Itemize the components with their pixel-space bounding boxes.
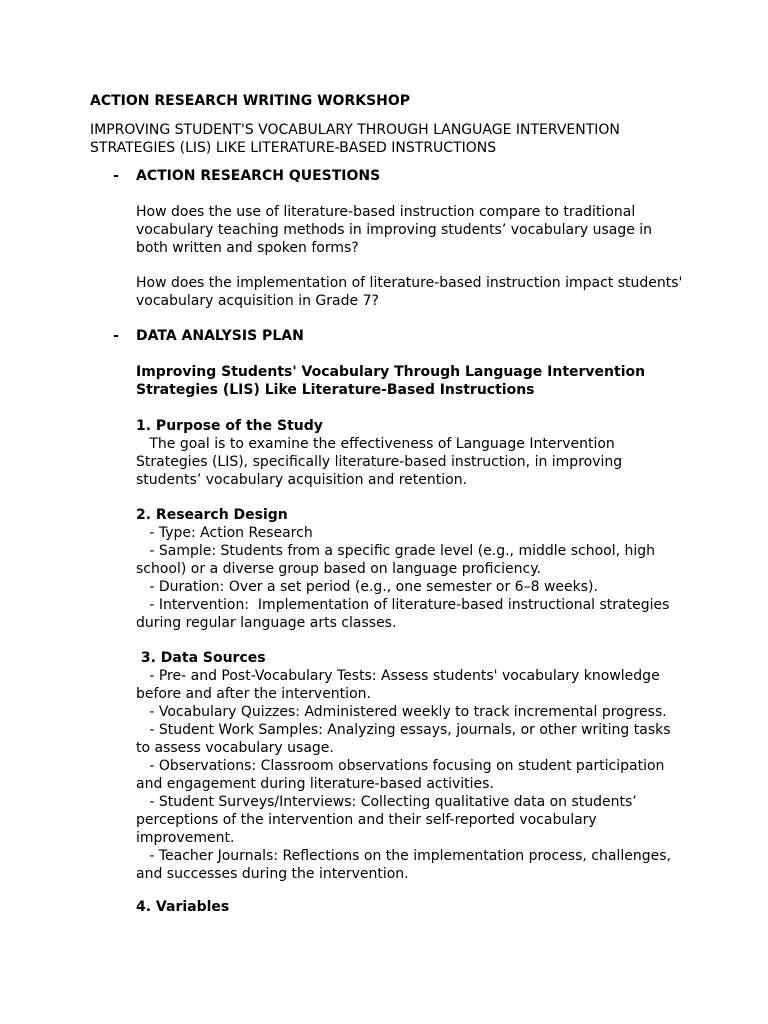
plan-heading: DATA ANALYSIS PLAN — [136, 328, 304, 344]
section-1-heading: 1. Purpose of the Study — [136, 418, 323, 434]
bullet-marker: - — [113, 168, 119, 184]
section-2-heading: 2. Research Design — [136, 507, 288, 523]
plan-title: Improving Students' Vocabulary Through Language Intervention Strategies (LIS) Like Literature-Based Instructions — [136, 364, 646, 398]
section-3-heading: 3. Data Sources — [136, 650, 266, 666]
section-3-body: - Pre- and Post-Vocabulary Tests: Assess students' vocabulary knowledge before and after the intervention. - Vocabulary Quizzes: Administered weekly to track incremental progress. - Student Work Samples: Analyzing essays, journals, or other writing tasks to assess vocabulary usage. - Observations: Classroom observations focusing on student participation and engagement during literature-based activities. - Student Surveys/Interviews: Collecting qualitative data on students’ perceptions of the intervention and their self-reported vocabulary improvement. - Teacher Journals: Reflections on the implementation process, challenges, and successes during the intervention. — [136, 668, 671, 882]
section-4-heading: 4. Variables — [136, 899, 230, 915]
section-1-body: The goal is to examine the effectiveness of Language Intervention Strategies (LIS), specifically literature-based instruction, in improving students’ vocabulary acquisition and retention. — [136, 436, 623, 488]
document-subtitle: IMPROVING STUDENT'S VOCABULARY THROUGH LANGUAGE INTERVENTION STRATEGIES (LIS) LIKE LITERATURE-BASED INSTRUCTIONS — [90, 122, 620, 156]
research-question-1: How does the use of literature-based instruction compare to traditional vocabulary teaching methods in improving students’ vocabulary usage in both written and spoken forms? — [136, 204, 653, 256]
bullet-marker: - — [113, 328, 119, 344]
section-2-body: - Type: Action Research - Sample: Students from a specific grade level (e.g., middle school, high school) or a diverse group based on language proficiency. - Duration: Over a set period (e.g., one semester or 6–8 weeks). - Intervention: Implementation of literature-based instructional strategies during regular language arts classes. — [136, 525, 670, 631]
document-title: ACTION RESEARCH WRITING WORKSHOP — [90, 93, 411, 109]
research-question-2: How does the implementation of literature-based instruction impact students' vocabulary acquisition in Grade 7? — [136, 275, 683, 309]
questions-heading: ACTION RESEARCH QUESTIONS — [136, 168, 381, 184]
